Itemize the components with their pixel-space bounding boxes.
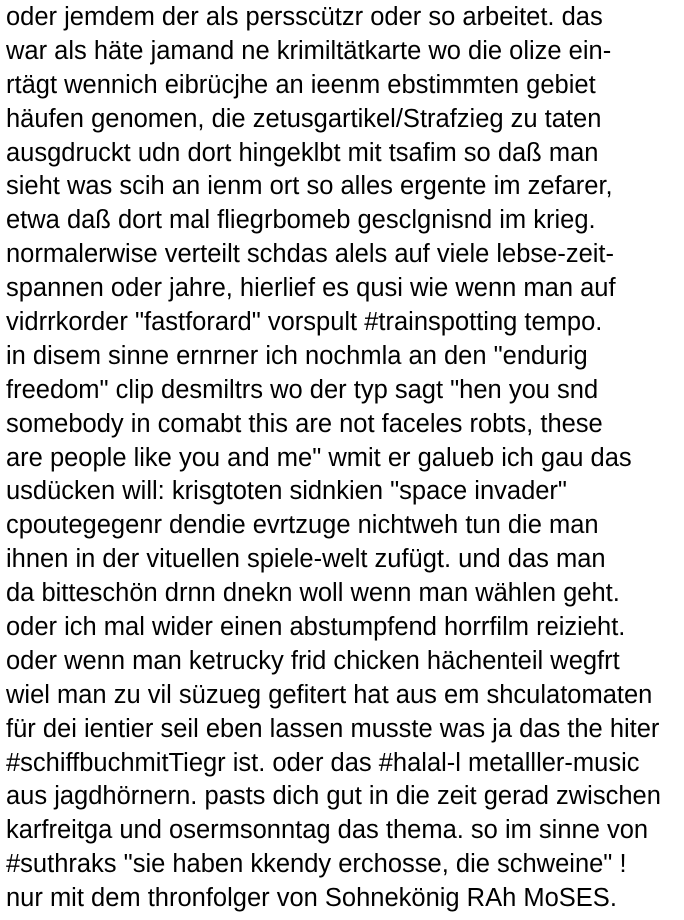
text-line: in disem sinne ernrner ich nochmla an den "endurig xyxy=(6,341,588,370)
text-line: normalerwise verteilt schdas alels auf viele lebse-zeit- xyxy=(6,240,615,269)
text-line: #schiffbuchmitTiegr ist. oder das #halal-l metalller-music xyxy=(6,748,640,777)
text-line: oder jemdem der als persscützr oder so arbeitet. das xyxy=(6,3,603,31)
text-line: wiel man zu vil süzueg gefitert hat aus em shculatomaten xyxy=(6,680,653,709)
text-line: ihnen in der vituellen spiele-welt zufügt. und das man xyxy=(6,545,606,574)
text-line: rtägt wennich eibrücjhe an ieenm ebstimmten gebiet xyxy=(6,70,596,99)
text-line: oder wenn man ketrucky frid chicken hächenteil wegfrt xyxy=(6,646,620,675)
text-line: war als häte jamand ne krimiltätkarte wo die olize ein- xyxy=(6,36,612,65)
text-line: häufen genomen, die zetusgartikel/Strafzieg zu taten xyxy=(6,104,602,133)
text-line: etwa daß dort mal fliegrbomeb gesclgnisnd im krieg. xyxy=(6,206,596,235)
text-line: are people like you and me" wmit er galueb ich gau das xyxy=(6,443,632,472)
text-line: usdücken will: krisgtoten sidnkien "space invader" xyxy=(6,477,567,506)
text-line: vidrrkorder "fastforard" vorspult #trainspotting tempo. xyxy=(6,308,603,337)
text-line: für dei ientier seil eben lassen musste was ja das the hiter xyxy=(6,714,660,743)
text-line: ausgdruckt udn dort hingeklbt mit tsafim so daß man xyxy=(6,138,599,167)
document-body xyxy=(6,1,684,916)
text-line: freedom" clip desmiltrs wo der typ sagt "hen you snd xyxy=(6,375,599,404)
text-line: #suthraks "sie haben kkendy erchosse, die schweine" ! xyxy=(6,850,627,879)
text-line: cpoutegegenr dendie evrtzuge nichtweh tun die man xyxy=(6,511,599,540)
text-line: nur mit dem thronfolger von Sohnekönig RAh MoSES. xyxy=(6,884,617,913)
text-line: somebody in comabt this are not faceles robts, these xyxy=(6,409,603,438)
text-line: oder ich mal wider einen abstumpfend horrfilm reizieht. xyxy=(6,613,626,642)
text-line: da bitteschön drnn dnekn woll wenn man wählen geht. xyxy=(6,579,620,608)
text-line: spannen oder jahre, hierlief es qusi wie wenn man auf xyxy=(6,274,616,303)
text-line: karfreitga und osermsonntag das thema. so im sinne von xyxy=(6,816,649,845)
text-line: aus jagdhörnern. pasts dich gut in die zeit gerad zwischen xyxy=(6,782,661,811)
text-line: sieht was scih an ienm ort so alles ergente im zefarer, xyxy=(6,172,613,201)
